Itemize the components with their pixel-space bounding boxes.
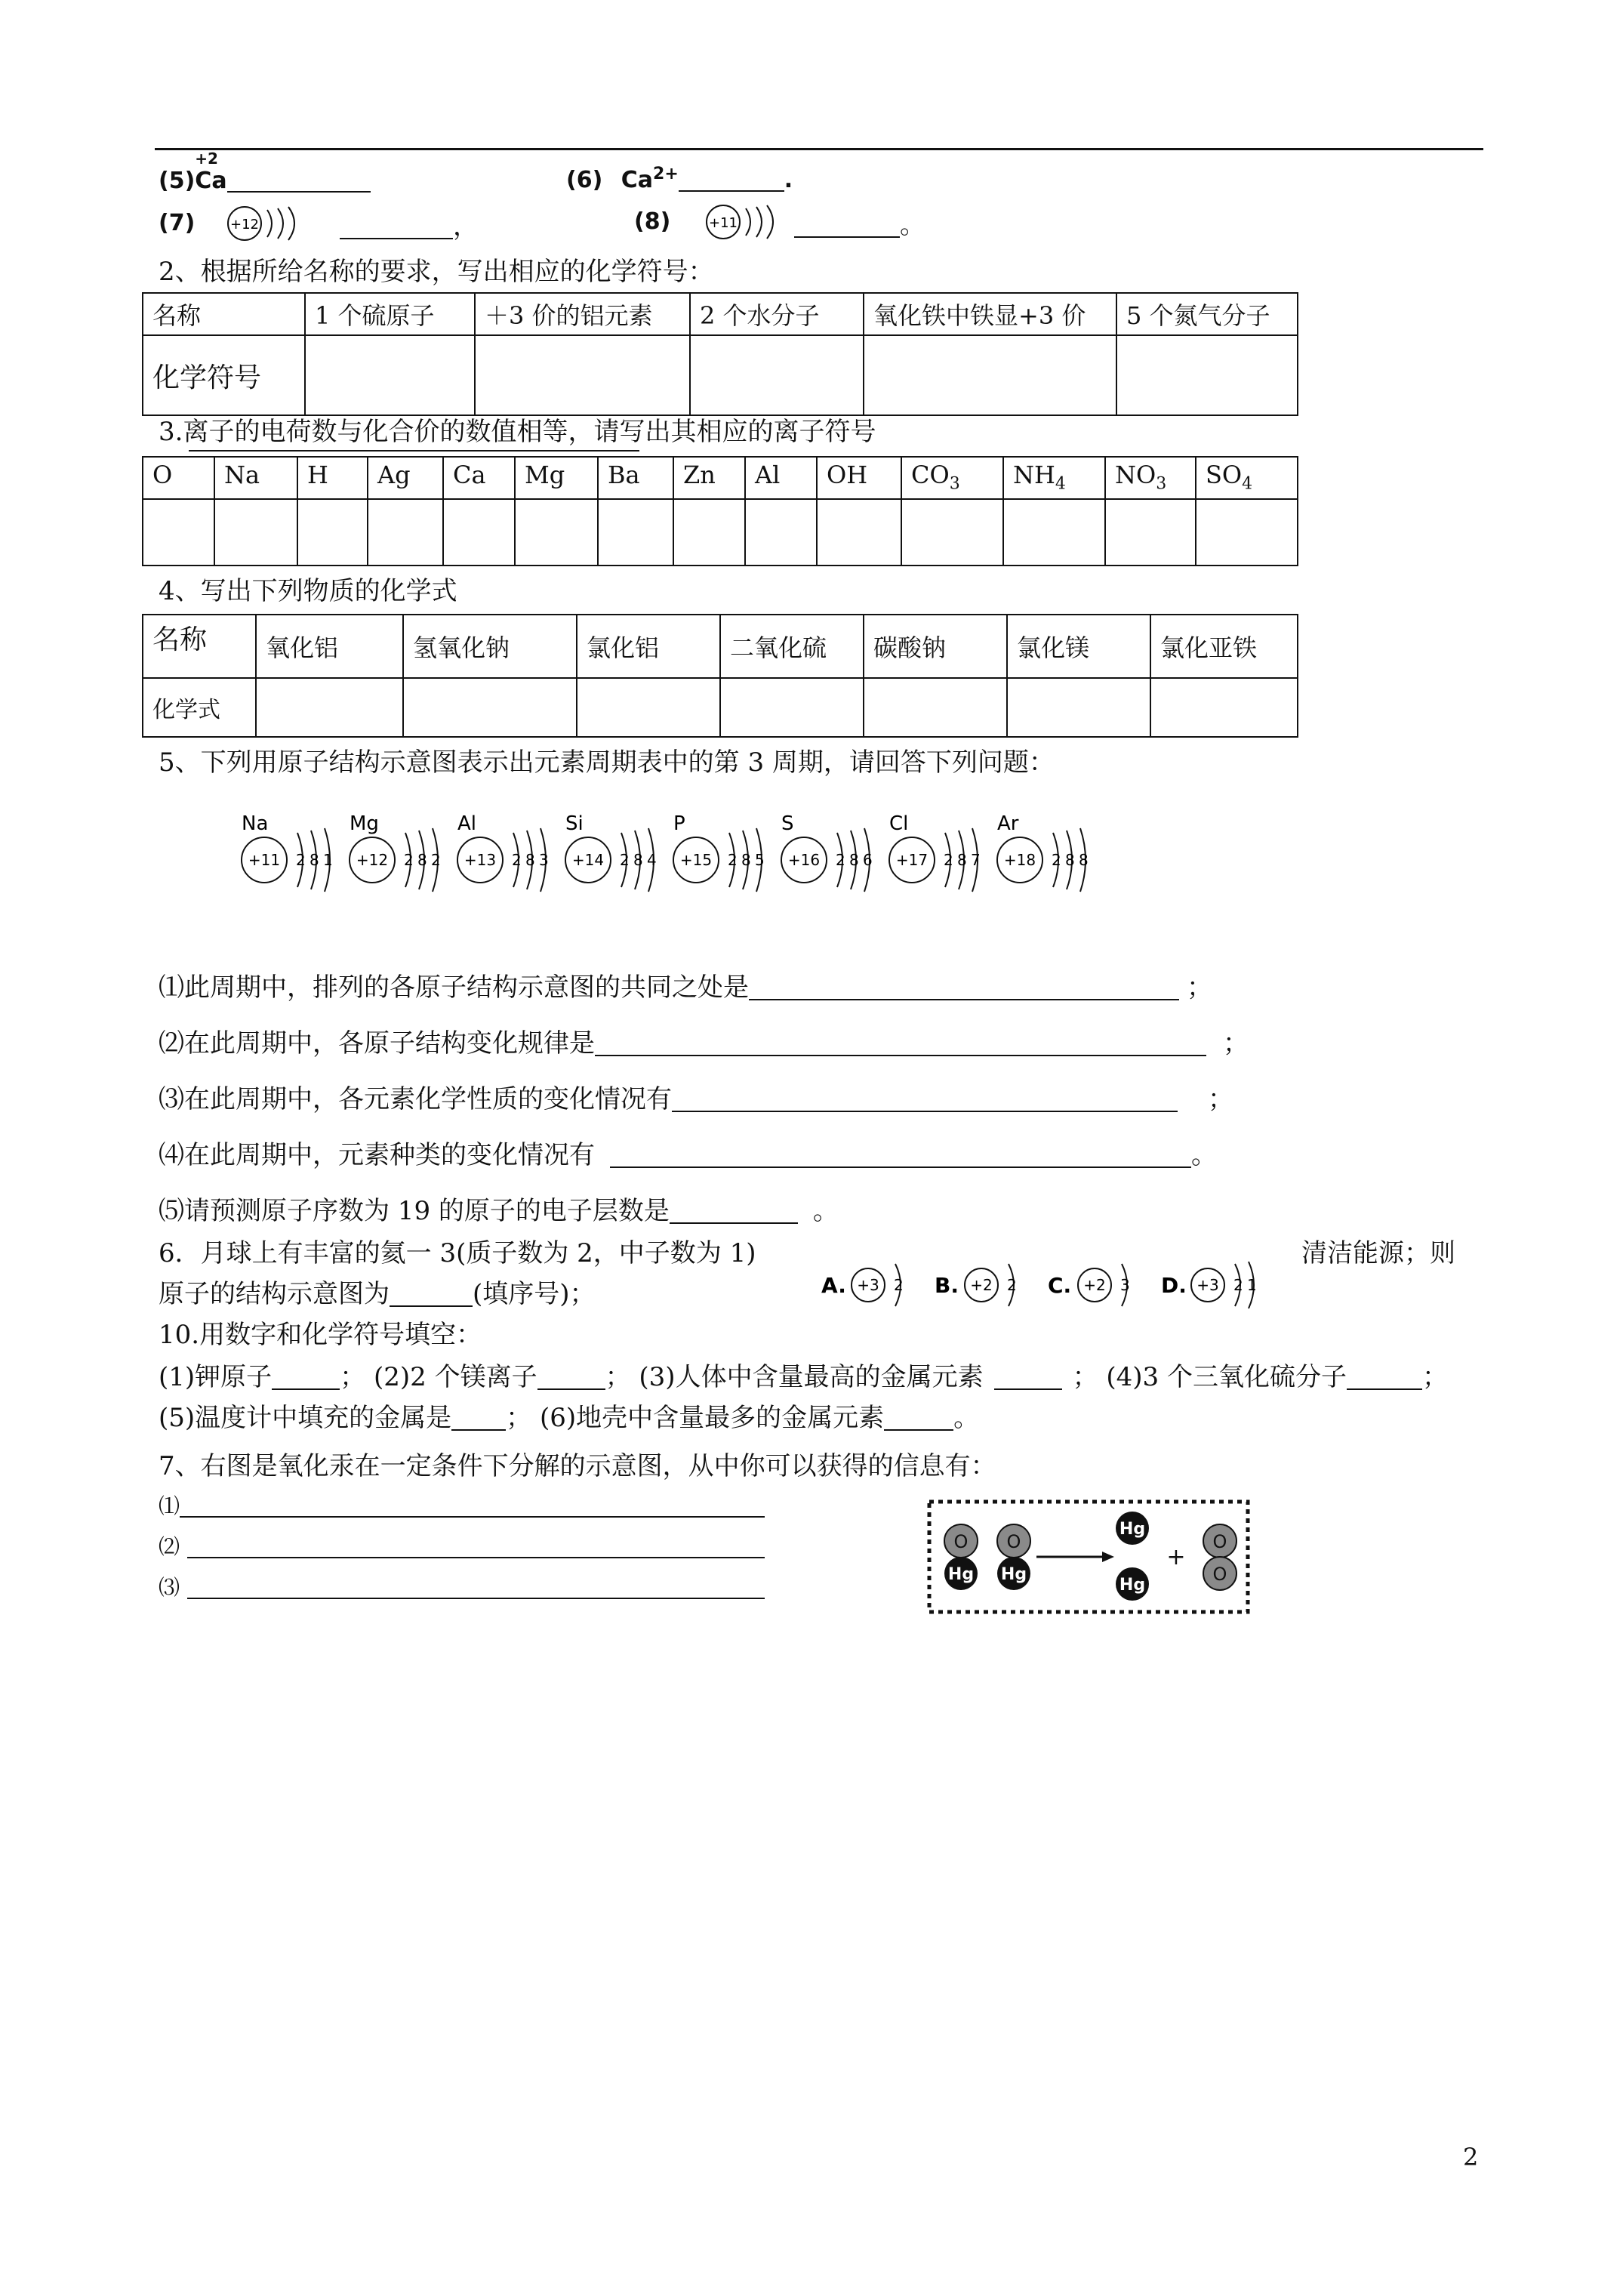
answer-cell[interactable] xyxy=(673,499,745,566)
nucleus-charge: +18 xyxy=(1003,851,1036,869)
option-label[interactable]: B. xyxy=(935,1273,959,1298)
answer-blank[interactable] xyxy=(537,1363,605,1390)
svg-text:Hg: Hg xyxy=(947,1565,975,1584)
answer-cell[interactable] xyxy=(305,335,475,415)
ion-Na: Na xyxy=(214,457,297,499)
element-symbol: Ar xyxy=(997,812,1019,835)
svg-text:O: O xyxy=(1212,1531,1227,1552)
ion-H: H xyxy=(297,457,368,499)
answer-cell[interactable] xyxy=(143,499,214,566)
q5-title: 5、下列用原子结构示意图表示出元素周期表中的第 3 周期，请回答下列问题： xyxy=(159,747,1055,778)
shell-electron-count: 5 xyxy=(755,851,765,869)
shell-electron-count: 3 xyxy=(1120,1276,1130,1294)
q4-item: 氢氧化钠 xyxy=(403,615,577,678)
shell-electron-count: 8 xyxy=(525,851,535,869)
shell-electron-count: 4 xyxy=(647,851,657,869)
shell-electron-count: 8 xyxy=(1079,851,1089,869)
shell-electron-count: 2 xyxy=(512,851,522,869)
shell-electron-count: 2 xyxy=(296,851,306,869)
nucleus-charge: +14 xyxy=(571,851,605,869)
svg-text:Hg: Hg xyxy=(1000,1565,1027,1584)
answer-cell[interactable] xyxy=(864,335,1116,415)
q4-item: 碳酸钠 xyxy=(864,615,1007,678)
shell-electron-count: 2 xyxy=(944,851,953,869)
shell-electron-count: 8 xyxy=(741,851,751,869)
nucleus-charge: +17 xyxy=(895,851,929,869)
svg-text:Hg: Hg xyxy=(1119,1520,1146,1539)
shell-electron-count: 1 xyxy=(1247,1276,1257,1294)
svg-text:+: + xyxy=(1166,1544,1186,1570)
answer-cell[interactable] xyxy=(1150,678,1298,737)
element-symbol: Mg xyxy=(350,812,379,835)
answer-cell[interactable] xyxy=(1196,499,1298,566)
answer-blank[interactable] xyxy=(884,1404,953,1431)
ion-NO3: $NO_3$ xyxy=(1105,457,1196,499)
item5-charge: +2 xyxy=(195,149,218,168)
q4-item: 氯化铝 xyxy=(577,615,720,678)
ion-OH: OH xyxy=(817,457,901,499)
shell-electron-count: 8 xyxy=(633,851,643,869)
ion-CO3: $CO_3$ xyxy=(901,457,1003,499)
option-label[interactable]: D. xyxy=(1161,1273,1187,1298)
q2-item: 2 个水分子 xyxy=(690,293,864,335)
q1-item7-blank: ， xyxy=(340,211,479,242)
answer-blank[interactable] xyxy=(749,973,1179,1000)
q2-header-name: 名称 xyxy=(143,293,305,335)
option-atom-d xyxy=(1191,1262,1257,1308)
q4-item: 氯化镁 xyxy=(1007,615,1150,678)
answer-cell[interactable] xyxy=(214,499,297,566)
atom-ar xyxy=(997,828,1089,892)
shell-electron-count: 3 xyxy=(539,851,549,869)
answer-blank[interactable] xyxy=(679,168,784,192)
q7-line3: ⑶ xyxy=(159,1575,765,1601)
atom-p xyxy=(673,828,765,892)
answer-cell[interactable] xyxy=(598,499,673,566)
atom-s xyxy=(781,828,873,892)
nucleus-charge: +2 xyxy=(970,1276,993,1294)
q6-options-diagram xyxy=(815,1253,1283,1314)
answer-cell[interactable] xyxy=(745,499,817,566)
answer-blank[interactable] xyxy=(340,212,453,239)
svg-text:O: O xyxy=(1212,1564,1227,1585)
nucleus-charge: +15 xyxy=(679,851,713,869)
q4-header-name: 名称 xyxy=(143,615,256,678)
q2-header-symbol: 化学符号 xyxy=(143,335,305,415)
answer-cell[interactable] xyxy=(577,678,720,737)
atom-al xyxy=(457,828,549,892)
q5-sub1: ⑴此周期中，排列的各原子结构示意图的共同之处是 ； xyxy=(159,972,1212,1003)
q2-title: 2、根据所给名称的要求，写出相应的化学符号： xyxy=(159,257,714,287)
answer-blank[interactable] xyxy=(272,1363,340,1390)
shell-electron-count: 2 xyxy=(620,851,630,869)
shell-electron-count: 8 xyxy=(957,851,967,869)
shell-electron-count: 8 xyxy=(310,851,319,869)
q3-table xyxy=(142,456,1298,566)
mercury-oxide-decomposition-diagram xyxy=(927,1499,1252,1616)
option-atom-b xyxy=(965,1264,1017,1306)
q4-item: 氯化亚铁 xyxy=(1150,615,1298,678)
q4-table xyxy=(142,614,1298,738)
ion-Mg: Mg xyxy=(515,457,598,499)
q1-item6: (6) $Ca^{2+}$ . xyxy=(566,165,793,193)
element-symbol: Cl xyxy=(889,812,909,835)
answer-cell[interactable] xyxy=(901,499,1003,566)
option-label[interactable]: C. xyxy=(1048,1273,1072,1298)
q1-item8-blank: 。 xyxy=(794,210,925,241)
ion-Zn: Zn xyxy=(673,457,745,499)
nucleus-charge: +16 xyxy=(787,851,821,869)
answer-blank[interactable] xyxy=(595,1029,1206,1056)
q4-title: 4、写出下列物质的化学式 xyxy=(159,576,457,606)
answer-cell[interactable] xyxy=(1007,678,1150,737)
answer-blank[interactable] xyxy=(672,1085,1178,1112)
element-symbol: Al xyxy=(457,812,477,835)
answer-blank[interactable] xyxy=(451,1404,506,1431)
option-atom-c xyxy=(1078,1264,1130,1306)
q7-title: 7、右图是氧化汞在一定条件下分解的示意图，从中你可以获得的信息有： xyxy=(159,1451,996,1481)
option-atom-a xyxy=(852,1264,904,1306)
q1-item5: (5) +2 Ca xyxy=(159,168,371,194)
q4-item: 氧化铝 xyxy=(256,615,403,678)
q5-sub5: ⑸请预测原子序数为 19 的原子的电子层数是 。 xyxy=(159,1196,839,1226)
option-label[interactable]: A. xyxy=(821,1273,846,1298)
answer-blank[interactable] xyxy=(1347,1363,1422,1390)
q2-item: 5 个氮气分子 xyxy=(1116,293,1298,335)
shell-electron-count: 1 xyxy=(323,851,333,869)
q2-table xyxy=(142,292,1298,416)
atom-mg xyxy=(350,828,441,892)
q5-sub3: ⑶在此周期中，各元素化学性质的变化情况有 ； xyxy=(159,1084,1233,1114)
answer-cell[interactable] xyxy=(297,499,368,566)
shell-electron-count: 8 xyxy=(1065,851,1075,869)
answer-cell[interactable] xyxy=(864,678,1007,737)
q7-line2: ⑵ xyxy=(159,1534,765,1560)
answer-cell[interactable] xyxy=(515,499,598,566)
shell-electron-count: 8 xyxy=(417,851,427,869)
answer-cell[interactable] xyxy=(403,678,577,737)
ion-Ba: Ba xyxy=(598,457,673,499)
ion-Al: Al xyxy=(745,457,817,499)
shell-electron-count: 6 xyxy=(863,851,873,869)
ion-Ag: Ag xyxy=(368,457,443,499)
svg-text:Hg: Hg xyxy=(1119,1576,1146,1595)
answer-blank[interactable] xyxy=(610,1141,1191,1168)
page-number: 2 xyxy=(1463,2143,1479,2171)
shell-electron-count: 2 xyxy=(1233,1276,1243,1294)
svg-text:+11: +11 xyxy=(709,215,738,231)
nucleus-charge: +3 xyxy=(1196,1276,1219,1294)
q10-line2: (5)温度计中填充的金属是 ； (6)地壳中含量最多的金属元素 。 xyxy=(159,1403,980,1433)
svg-text:+12: +12 xyxy=(230,217,259,233)
q6-line2: 原子的结构示意图为 (填序号)； xyxy=(159,1279,596,1309)
ion-NH4: $NH_4$ xyxy=(1003,457,1105,499)
shell-electron-count: 2 xyxy=(1007,1276,1017,1294)
answer-cell[interactable] xyxy=(475,335,690,415)
nucleus-charge: +11 xyxy=(248,851,281,869)
element-symbol: P xyxy=(673,812,685,835)
arrow-head-icon xyxy=(1102,1552,1114,1562)
q2-item: 1 个硫原子 xyxy=(305,293,475,335)
atom-si xyxy=(565,828,657,892)
answer-cell[interactable] xyxy=(1105,499,1196,566)
answer-blank[interactable] xyxy=(180,1495,765,1518)
svg-text:O: O xyxy=(1006,1531,1021,1552)
q6-line1-right: 清洁能源；则 xyxy=(1301,1238,1455,1268)
answer-cell[interactable] xyxy=(690,335,864,415)
atom-cl xyxy=(889,828,981,892)
shell-electron-count: 2 xyxy=(1052,851,1061,869)
svg-text:O: O xyxy=(953,1531,969,1552)
nucleus-charge: +13 xyxy=(463,851,497,869)
q10-line1: (1)钾原子 ； (2)2 个镁离子 ； (3)人体中含量最高的金属元素 ； (4)3 个三氧化硫分子 ； xyxy=(159,1362,1448,1392)
q2-item: ＋3 价的铝元素 xyxy=(475,293,690,335)
answer-cell[interactable] xyxy=(443,499,515,566)
q3-title: 3.离子的电荷数与化合价的数值相等，请写出其相应的离子符号 xyxy=(159,417,876,447)
nucleus-charge: +2 xyxy=(1083,1276,1106,1294)
answer-blank[interactable] xyxy=(227,168,371,193)
element-symbol: Si xyxy=(565,812,584,835)
shell-electron-count: 8 xyxy=(849,851,859,869)
shell-electron-count: 2 xyxy=(431,851,441,869)
q5-sub4: ⑷在此周期中，元素种类的变化情况有 。 xyxy=(159,1140,1217,1170)
q1-item8: (8) xyxy=(634,208,671,235)
ion-SO4: $SO_4$ xyxy=(1196,457,1298,499)
answer-blank[interactable] xyxy=(994,1363,1062,1390)
answer-blank[interactable] xyxy=(794,211,900,238)
item8-atom-diagram xyxy=(702,202,785,242)
answer-blank[interactable] xyxy=(390,1280,473,1307)
q10-title: 10.用数字和化学符号填空： xyxy=(159,1320,482,1350)
top-rule xyxy=(155,148,1483,150)
q4-header-formula: 化学式 xyxy=(143,678,256,737)
atom-na xyxy=(242,828,333,892)
element-symbol: Na xyxy=(242,812,269,835)
nucleus-charge: +12 xyxy=(356,851,389,869)
answer-cell[interactable] xyxy=(1116,335,1298,415)
period3-atom-diagrams xyxy=(226,812,1132,902)
answer-cell[interactable] xyxy=(256,678,403,737)
answer-cell[interactable] xyxy=(720,678,864,737)
q3-title-underline xyxy=(189,450,639,451)
q2-item: 氧化铁中铁显+3 价 xyxy=(864,293,1116,335)
answer-cell[interactable] xyxy=(1003,499,1105,566)
answer-cell[interactable] xyxy=(368,499,443,566)
shell-electron-count: 2 xyxy=(728,851,738,869)
answer-cell[interactable] xyxy=(817,499,901,566)
item7-atom-diagram xyxy=(223,204,329,243)
answer-blank[interactable] xyxy=(670,1197,798,1224)
ion-Ca: Ca xyxy=(443,457,515,499)
shell-electron-count: 2 xyxy=(836,851,845,869)
shell-electron-count: 2 xyxy=(404,851,414,869)
answer-blank[interactable] xyxy=(187,1576,765,1599)
ion-O: O xyxy=(143,457,214,499)
answer-blank[interactable] xyxy=(187,1536,765,1558)
q5-sub2: ⑵在此周期中，各原子结构变化规律是 ； xyxy=(159,1028,1249,1059)
q1-item7: (7) xyxy=(159,210,196,236)
q7-line1: ⑴ xyxy=(159,1493,765,1519)
element-symbol: S xyxy=(781,812,794,835)
q4-item: 二氧化硫 xyxy=(720,615,864,678)
q6-line1: 6．月球上有丰富的氦一 3(质子数为 2，中子数为 1) xyxy=(159,1238,756,1268)
shell-electron-count: 2 xyxy=(894,1276,904,1294)
nucleus-charge: +3 xyxy=(857,1276,879,1294)
shell-electron-count: 7 xyxy=(971,851,981,869)
